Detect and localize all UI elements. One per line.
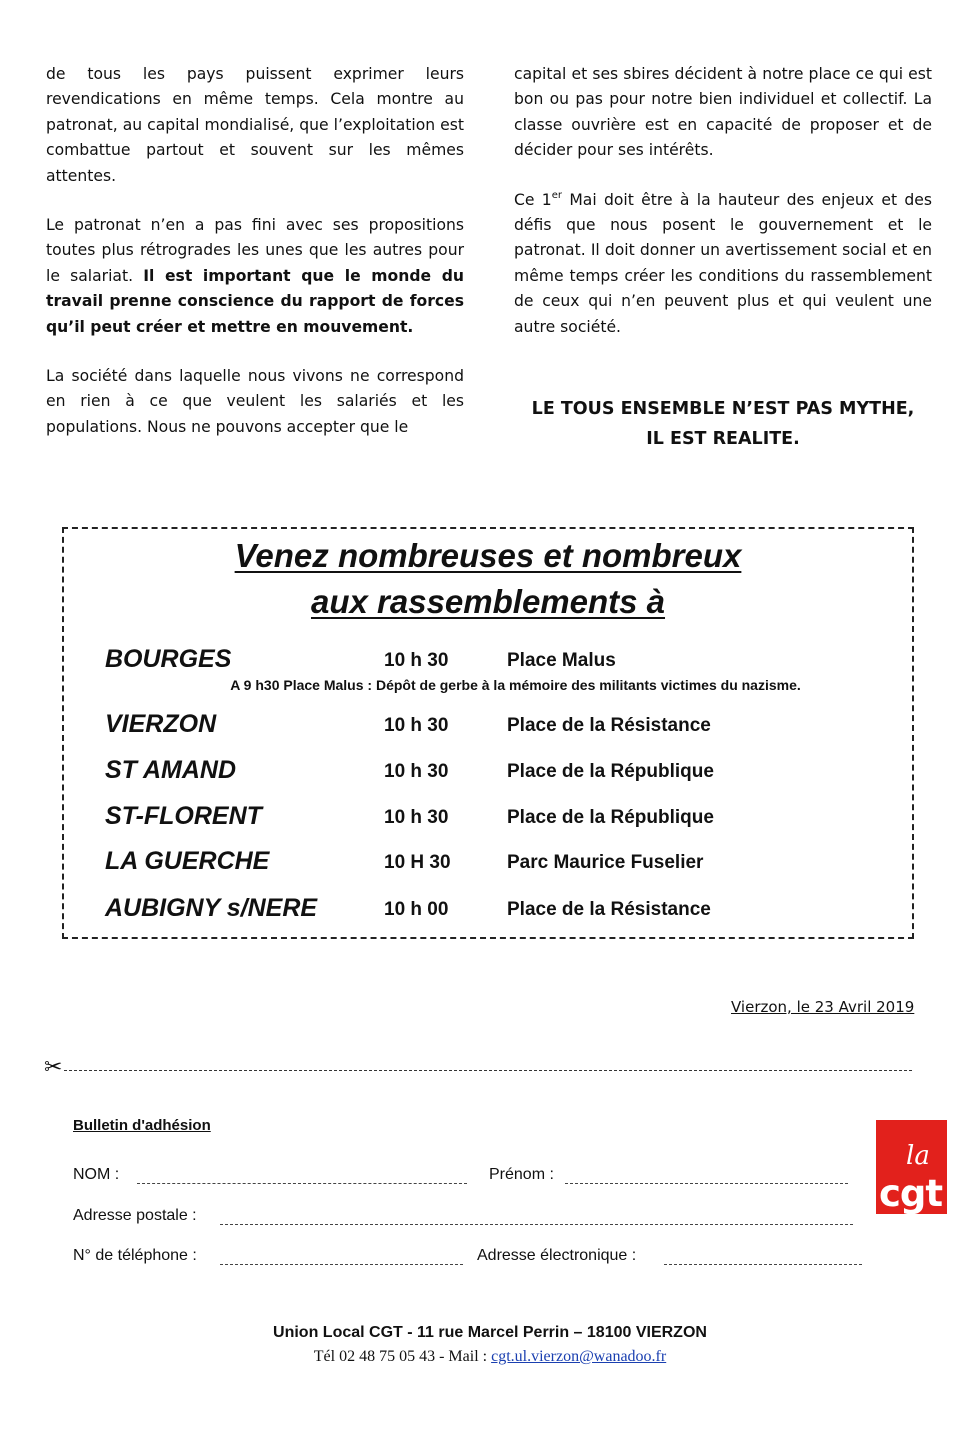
time: 10 H 30 (384, 852, 451, 873)
rally-row-st-florent (0, 802, 971, 832)
city: LA GUERCHE (105, 847, 270, 875)
telephone-label: N° de téléphone : (73, 1247, 197, 1264)
city: AUBIGNY s/NERE (105, 894, 318, 922)
bulletin-title: Bulletin d'adhésion (73, 1117, 211, 1134)
cgt-logo-graphic (876, 1120, 947, 1214)
prenom-label: Prénom : (489, 1166, 554, 1183)
nom-field[interactable] (137, 1183, 467, 1184)
paragraph (46, 213, 464, 340)
rally-title: Venez nombreuses et nombreux (234, 537, 742, 574)
article-left-column (46, 62, 464, 464)
cut-line (64, 1070, 912, 1071)
place: Parc Maurice Fuselier (507, 852, 704, 873)
rally-row-bourges (0, 645, 971, 675)
slogan-line: LE TOUS ENSEMBLE N’EST PAS MYTHE, (531, 399, 915, 419)
adresse-field[interactable] (220, 1224, 853, 1225)
place: Place de la Résistance (507, 899, 711, 920)
document-date: Vierzon, le 23 Avril 2019 (731, 998, 915, 1016)
adresse-label: Adresse postale : (73, 1207, 197, 1224)
telephone-field[interactable] (220, 1264, 463, 1265)
footer-address: Union Local CGT - 11 rue Marcel Perrin – 18100 VIERZON (273, 1324, 707, 1341)
footer-phone: Tél 02 48 75 05 43 - Mail : (313, 1348, 492, 1365)
time: 10 h 30 (384, 715, 449, 736)
rally-subtitle: aux rassemblements à (310, 583, 666, 620)
paragraph-text: Le patronat n’en a pas fini avec ses propositions toutes plus rétrogrades les unes que les autres pour le salariat. (46, 216, 464, 285)
email-label: Adresse électronique : (477, 1247, 637, 1264)
paragraph-text: Mai doit être à la hauteur des enjeux et des défis que nous posent le gouvernement et le patronat. Il doit donner un avertissement social et en même temps créer les conditions du rassemblement de ceux qui n’en peuvent plus et qui veulent une autre société. (514, 190, 932, 336)
cgt-logo (876, 1120, 947, 1214)
paragraph (514, 188, 932, 340)
paragraph: de tous les pays puissent exprimer leurs revendications en même temps. Cela montre au patronat, au capital mondialisé, que l’exploitation est combattue partout et souvent sur les mêmes attentes. (46, 65, 464, 185)
rally-note: A 9 h30 Place Malus : Dépôt de gerbe à la mémoire des militants victimes du nazisme. (230, 677, 801, 693)
logo-text-la: la (906, 1141, 930, 1171)
place: Place de la République (507, 761, 714, 782)
rally-row-vierzon (0, 710, 971, 740)
time: 10 h 00 (384, 899, 449, 920)
email-field[interactable] (664, 1264, 862, 1265)
city: VIERZON (105, 710, 217, 738)
place: Place de la Résistance (507, 715, 711, 736)
city: ST-FLORENT (105, 802, 262, 830)
paragraph-text: Ce 1 (514, 190, 552, 209)
time: 10 h 30 (384, 650, 449, 671)
paragraph: capital et ses sbires décident à notre place ce qui est bon ou pas pour notre bien individuel et collectif. La classe ouvrière est en capacité de proposer et de décider pour ses intérêts. (514, 65, 932, 160)
time: 10 h 30 (384, 807, 449, 828)
paragraph-emphasis: Il est important que le monde du travail prenne conscience du rapport de forces qu’il peut créer et mettre en mouvement. (46, 266, 464, 336)
nom-label: NOM : (73, 1166, 120, 1183)
city: BOURGES (105, 645, 232, 673)
scissors-icon: ✂ (44, 1054, 63, 1079)
city: ST AMAND (105, 756, 237, 784)
prenom-field[interactable] (565, 1183, 848, 1184)
slogan-line: IL EST REALITE. (646, 429, 800, 449)
ordinal-suffix: er (551, 189, 562, 201)
place: Place de la République (507, 807, 714, 828)
rally-row-aubigny (0, 894, 971, 924)
paragraph: La société dans laquelle nous vivons ne correspond en rien à ce que veulent les salariés et les populations. Nous ne pouvons accepter que le (46, 367, 464, 436)
logo-text-cgt: cgt (879, 1172, 943, 1214)
email-link[interactable]: cgt.ul.vierzon@wanadoo.fr (491, 1348, 667, 1365)
place: Place Malus (507, 650, 616, 671)
time: 10 h 30 (384, 761, 449, 782)
slogan (514, 394, 932, 454)
rally-row-la-guerche (0, 847, 971, 877)
article-right-column (514, 62, 932, 364)
footer-contact (0, 1348, 971, 1366)
rally-row-st-amand (0, 756, 971, 786)
